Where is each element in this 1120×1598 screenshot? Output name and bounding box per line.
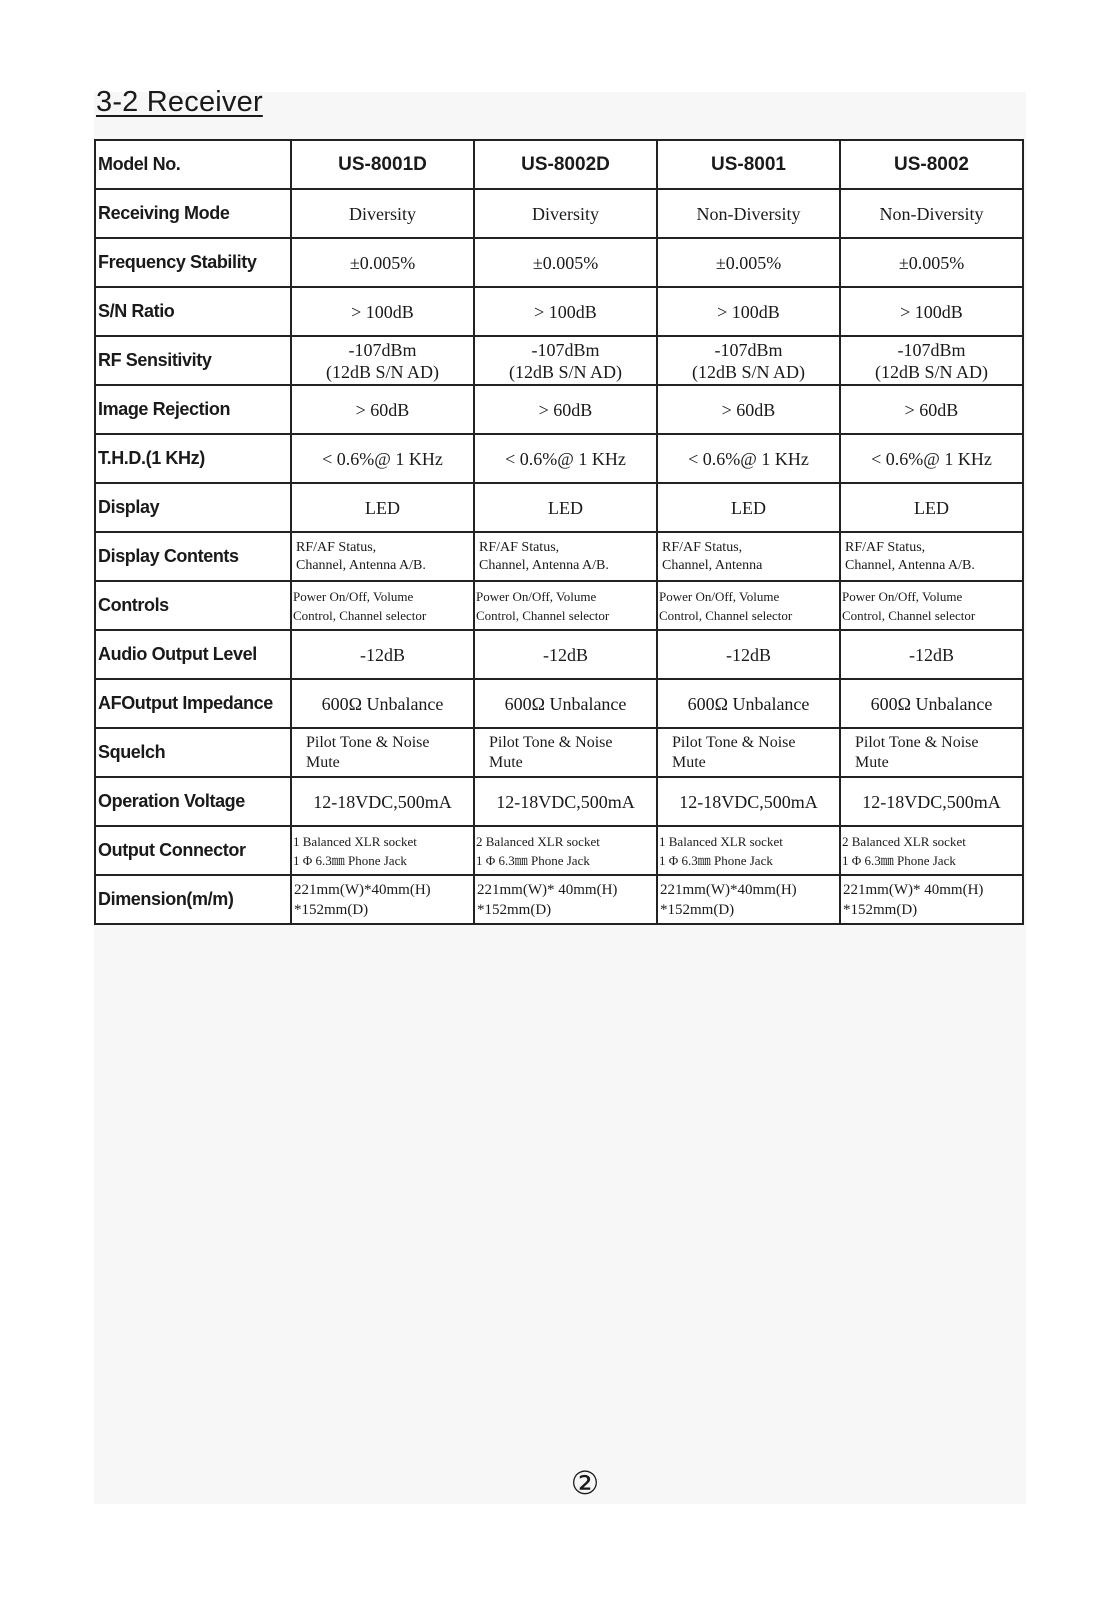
spec-value-cell	[840, 826, 1023, 875]
spec-value-cell	[474, 875, 657, 924]
spec-value-cell	[657, 581, 840, 630]
spec-value-cell	[840, 287, 1023, 336]
spec-value-cell	[657, 385, 840, 434]
spec-value-cell	[840, 875, 1023, 924]
model-header-cell: US-8001	[657, 140, 840, 189]
table-row	[95, 385, 1023, 434]
spec-value-line: 2 Balanced XLR socket	[842, 833, 966, 849]
receiver-spec-table	[94, 139, 1024, 925]
spec-value-cell	[474, 189, 657, 238]
spec-value-cell	[840, 189, 1023, 238]
spec-value-cell	[291, 679, 474, 728]
page-number: ②	[570, 1464, 600, 1502]
spec-value-line: Control, Channel selector	[659, 607, 793, 623]
spec-value-cell	[474, 630, 657, 679]
spec-value-cell	[291, 238, 474, 287]
row-label-cell: Display Contents	[95, 532, 291, 581]
spec-value-line: Power On/Off, Volume	[293, 588, 414, 604]
model-header-cell: US-8002	[840, 140, 1023, 189]
spec-value-line: Mute	[855, 753, 889, 771]
spec-value-line: -107dBm	[714, 339, 783, 360]
row-label-cell: Display	[95, 483, 291, 532]
spec-value-line: (12dB S/N AD)	[874, 361, 988, 382]
spec-value-line: Diversity	[349, 203, 416, 224]
spec-value-line: -107dBm	[348, 339, 417, 360]
table-row	[95, 483, 1023, 532]
spec-value-cell	[291, 287, 474, 336]
spec-value-cell	[474, 679, 657, 728]
table-row	[95, 189, 1023, 238]
spec-value-cell	[657, 679, 840, 728]
spec-value-cell	[474, 728, 657, 777]
spec-value-line: Mute	[672, 753, 706, 771]
spec-value-line: 1 Φ 6.3㎜ Phone Jack	[842, 852, 956, 868]
spec-value-cell	[291, 434, 474, 483]
spec-value-cell	[474, 238, 657, 287]
spec-value-line: Power On/Off, Volume	[659, 588, 780, 604]
spec-value-line: > 60dB	[355, 399, 410, 420]
spec-value-line: -12dB	[909, 644, 954, 665]
spec-value-line: > 60dB	[904, 399, 959, 420]
spec-value-line: > 60dB	[721, 399, 776, 420]
spec-value-line: ±0.005%	[715, 252, 782, 273]
spec-value-line: 1 Φ 6.3㎜ Phone Jack	[476, 852, 590, 868]
spec-value-line: 600Ω Unbalance	[321, 693, 444, 714]
spec-value-line: LED	[914, 497, 949, 518]
spec-value-line: (12dB S/N AD)	[508, 361, 622, 382]
spec-value-line: 12-18VDC,500mA	[679, 791, 818, 812]
spec-value-line: *152mm(D)	[660, 901, 735, 918]
table-row	[95, 532, 1023, 581]
spec-value-cell	[657, 238, 840, 287]
table-row	[95, 238, 1023, 287]
spec-value-line: ±0.005%	[898, 252, 965, 273]
spec-value-line: LED	[365, 497, 400, 518]
spec-value-cell	[840, 777, 1023, 826]
row-label-cell: Squelch	[95, 728, 291, 777]
section-title: 3-2 Receiver	[96, 86, 263, 118]
spec-value-line: 1 Φ 6.3㎜ Phone Jack	[659, 852, 773, 868]
spec-value-cell	[291, 875, 474, 924]
spec-value-line: > 60dB	[538, 399, 593, 420]
spec-value-line: Channel, Antenna A/B.	[296, 557, 426, 573]
spec-value-line: > 100dB	[534, 301, 597, 322]
spec-value-line: -107dBm	[897, 339, 966, 360]
spec-value-line: LED	[731, 497, 766, 518]
spec-value-line: Pilot Tone & Noise	[855, 733, 979, 751]
spec-value-line: ±0.005%	[532, 252, 599, 273]
spec-value-cell	[291, 777, 474, 826]
spec-value-cell	[474, 581, 657, 630]
spec-value-line: < 0.6%@ 1 KHz	[505, 448, 626, 469]
spec-value-cell	[840, 385, 1023, 434]
spec-value-line: Channel, Antenna A/B.	[479, 557, 609, 573]
spec-value-cell	[474, 385, 657, 434]
row-label-cell: Audio Output Level	[95, 630, 291, 679]
row-label-cell: Operation Voltage	[95, 777, 291, 826]
spec-value-line: 1 Balanced XLR socket	[293, 833, 417, 849]
header-label-cell: Model No.	[95, 140, 291, 189]
spec-value-line: -12dB	[360, 644, 405, 665]
spec-value-line: 600Ω Unbalance	[504, 693, 627, 714]
table-body	[95, 189, 1023, 924]
spec-value-cell	[840, 581, 1023, 630]
spec-value-cell	[474, 336, 657, 385]
spec-value-line: RF/AF Status,	[296, 539, 377, 555]
spec-value-cell	[840, 728, 1023, 777]
row-label-cell: Controls	[95, 581, 291, 630]
spec-value-line: (12dB S/N AD)	[691, 361, 805, 382]
spec-value-cell	[291, 385, 474, 434]
spec-value-line: Non-Diversity	[879, 203, 984, 224]
row-label-cell: Dimension(m/m)	[95, 875, 291, 924]
spec-value-line: Mute	[489, 753, 523, 771]
spec-value-cell	[474, 777, 657, 826]
spec-value-line: > 100dB	[717, 301, 780, 322]
spec-value-line: Pilot Tone & Noise	[306, 733, 430, 751]
spec-value-cell	[291, 189, 474, 238]
spec-value-line: (12dB S/N AD)	[325, 361, 439, 382]
spec-value-line: -12dB	[543, 644, 588, 665]
row-label-cell: Image Rejection	[95, 385, 291, 434]
spec-value-line: *152mm(D)	[294, 901, 369, 918]
row-label-cell: S/N Ratio	[95, 287, 291, 336]
spec-value-cell	[474, 483, 657, 532]
spec-value-line: 221mm(W)* 40mm(H)	[477, 881, 618, 898]
table-header-row	[95, 140, 1023, 189]
spec-value-cell	[840, 434, 1023, 483]
model-header-cell: US-8001D	[291, 140, 474, 189]
spec-value-cell	[291, 630, 474, 679]
model-header-cell: US-8002D	[474, 140, 657, 189]
spec-value-line: Diversity	[532, 203, 599, 224]
spec-value-cell	[657, 728, 840, 777]
spec-value-cell	[474, 532, 657, 581]
spec-value-cell	[291, 336, 474, 385]
spec-value-line: RF/AF Status,	[479, 539, 560, 555]
table-row	[95, 826, 1023, 875]
spec-value-line: < 0.6%@ 1 KHz	[871, 448, 992, 469]
spec-value-line: 600Ω Unbalance	[687, 693, 810, 714]
spec-value-line: 2 Balanced XLR socket	[476, 833, 600, 849]
table-row	[95, 434, 1023, 483]
spec-value-line: Pilot Tone & Noise	[672, 733, 796, 751]
spec-value-line: Power On/Off, Volume	[476, 588, 597, 604]
spec-value-cell	[657, 826, 840, 875]
spec-value-line: Non-Diversity	[696, 203, 801, 224]
row-label-cell: RF Sensitivity	[95, 336, 291, 385]
spec-value-line: LED	[548, 497, 583, 518]
spec-value-cell	[657, 336, 840, 385]
spec-value-cell	[657, 483, 840, 532]
spec-value-cell	[657, 630, 840, 679]
spec-value-cell	[291, 826, 474, 875]
spec-value-line: Mute	[306, 753, 340, 771]
spec-value-cell	[840, 336, 1023, 385]
spec-value-line: RF/AF Status,	[662, 539, 743, 555]
spec-value-line: 221mm(W)*40mm(H)	[660, 881, 797, 898]
spec-value-line: Channel, Antenna A/B.	[845, 557, 975, 573]
spec-value-cell	[657, 777, 840, 826]
spec-value-line: -12dB	[726, 644, 771, 665]
spec-value-line: 12-18VDC,500mA	[496, 791, 635, 812]
table-row	[95, 679, 1023, 728]
spec-value-cell	[474, 434, 657, 483]
spec-value-line: Power On/Off, Volume	[842, 588, 963, 604]
row-label-cell: Output Connector	[95, 826, 291, 875]
spec-value-line: < 0.6%@ 1 KHz	[688, 448, 809, 469]
spec-value-line: *152mm(D)	[477, 901, 552, 918]
row-label-cell: Receiving Mode	[95, 189, 291, 238]
spec-value-line: 221mm(W)*40mm(H)	[294, 881, 431, 898]
spec-value-cell	[291, 581, 474, 630]
spec-value-cell	[657, 875, 840, 924]
spec-value-cell	[657, 189, 840, 238]
spec-value-line: Control, Channel selector	[293, 607, 427, 623]
table-row	[95, 581, 1023, 630]
spec-value-line: Pilot Tone & Noise	[489, 733, 613, 751]
table-row	[95, 630, 1023, 679]
table-row	[95, 728, 1023, 777]
spec-value-line: -107dBm	[531, 339, 600, 360]
spec-value-line: 1 Balanced XLR socket	[659, 833, 783, 849]
spec-value-cell	[474, 826, 657, 875]
spec-value-line: 12-18VDC,500mA	[313, 791, 452, 812]
spec-value-cell	[840, 630, 1023, 679]
spec-value-line: *152mm(D)	[843, 901, 918, 918]
spec-value-cell	[840, 679, 1023, 728]
spec-value-cell	[291, 532, 474, 581]
spec-value-cell	[657, 287, 840, 336]
spec-value-cell	[840, 238, 1023, 287]
spec-value-line: RF/AF Status,	[845, 539, 926, 555]
spec-value-cell	[840, 483, 1023, 532]
table-row	[95, 287, 1023, 336]
spec-value-cell	[657, 434, 840, 483]
spec-value-line: < 0.6%@ 1 KHz	[322, 448, 443, 469]
table-row	[95, 777, 1023, 826]
spec-value-line: > 100dB	[900, 301, 963, 322]
spec-value-line: ±0.005%	[349, 252, 416, 273]
spec-value-cell	[291, 483, 474, 532]
row-label-cell: Frequency Stability	[95, 238, 291, 287]
spec-value-cell	[657, 532, 840, 581]
spec-value-line: Control, Channel selector	[476, 607, 610, 623]
row-label-cell: T.H.D.(1 KHz)	[95, 434, 291, 483]
spec-value-line: 12-18VDC,500mA	[862, 791, 1001, 812]
spec-value-cell	[291, 728, 474, 777]
spec-value-line: Channel, Antenna	[662, 557, 763, 573]
row-label-cell: AFOutput Impedance	[95, 679, 291, 728]
table-row	[95, 336, 1023, 385]
spec-value-line: > 100dB	[351, 301, 414, 322]
table-row	[95, 875, 1023, 924]
spec-value-cell	[840, 532, 1023, 581]
spec-value-line: 600Ω Unbalance	[870, 693, 993, 714]
spec-value-line: 1 Φ 6.3㎜ Phone Jack	[293, 852, 407, 868]
spec-value-line: 221mm(W)* 40mm(H)	[843, 881, 984, 898]
spec-value-line: Control, Channel selector	[842, 607, 976, 623]
spec-value-cell	[474, 287, 657, 336]
